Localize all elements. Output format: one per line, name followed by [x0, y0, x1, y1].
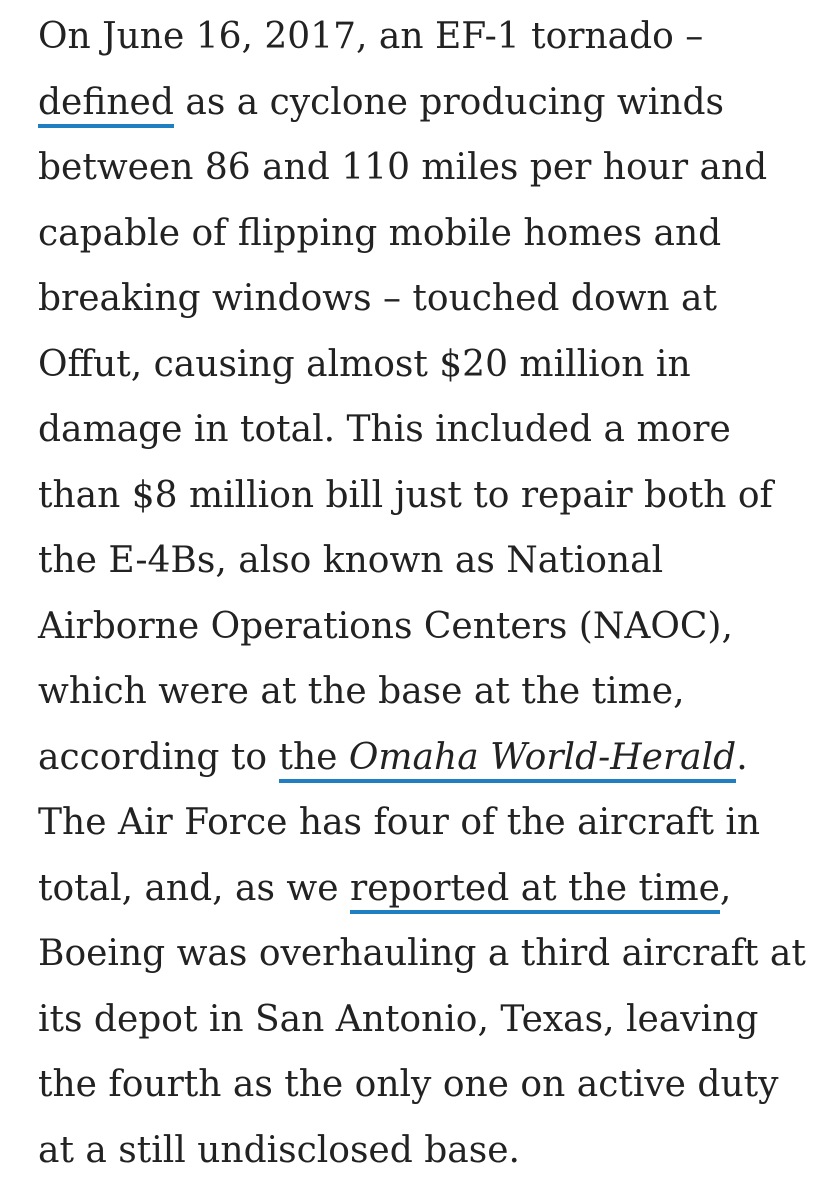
defined-link[interactable]: defined — [38, 82, 174, 128]
link-prefix: the — [278, 736, 349, 778]
text-fragment: according to — [38, 736, 279, 778]
text-line — [38, 856, 818, 922]
text-fragment: total, and, as we — [38, 867, 350, 909]
text-line — [38, 70, 818, 136]
text-line — [38, 725, 818, 791]
text-fragment: , — [719, 867, 732, 909]
text-line: The Air Force has four of the aircraft in — [38, 802, 761, 843]
text-fragment: . — [736, 736, 748, 778]
publication-title: Omaha World-Herald — [348, 736, 737, 778]
text-fragment: as a cyclone producing winds — [173, 81, 724, 123]
text-line: Offut, causing almost $20 million in — [38, 343, 691, 385]
text-line: breaking windows – touched down at — [38, 278, 717, 319]
text-line: than $8 million bill just to repair both of — [38, 474, 773, 516]
article-paragraph — [38, 4, 818, 1183]
text-line: damage in total. This included a more — [38, 409, 731, 450]
text-line: Airborne Operations Centers (NAOC), — [38, 605, 733, 647]
text-line: its depot in San Antonio, Texas, leaving — [38, 998, 759, 1040]
text-line: the fourth as the only one on active duty — [38, 1064, 779, 1105]
text-line: the E-4Bs, also known as National — [38, 540, 664, 581]
text-line: which were at the base at the time, — [38, 671, 685, 712]
omaha-world-herald-link[interactable] — [279, 737, 737, 783]
text-line: between 86 and 110 miles per hour and — [38, 147, 768, 188]
reported-at-the-time-link[interactable]: reported at the time — [350, 868, 720, 914]
text-line: On June 16, 2017, an EF-1 tornado – — [38, 16, 704, 57]
text-line: capable of flipping mobile homes and — [38, 212, 722, 254]
article-body — [38, 4, 818, 1183]
text-line: at a still undisclosed base. — [38, 1129, 520, 1171]
text-line: Boeing was overhauling a third aircraft at — [38, 933, 806, 974]
